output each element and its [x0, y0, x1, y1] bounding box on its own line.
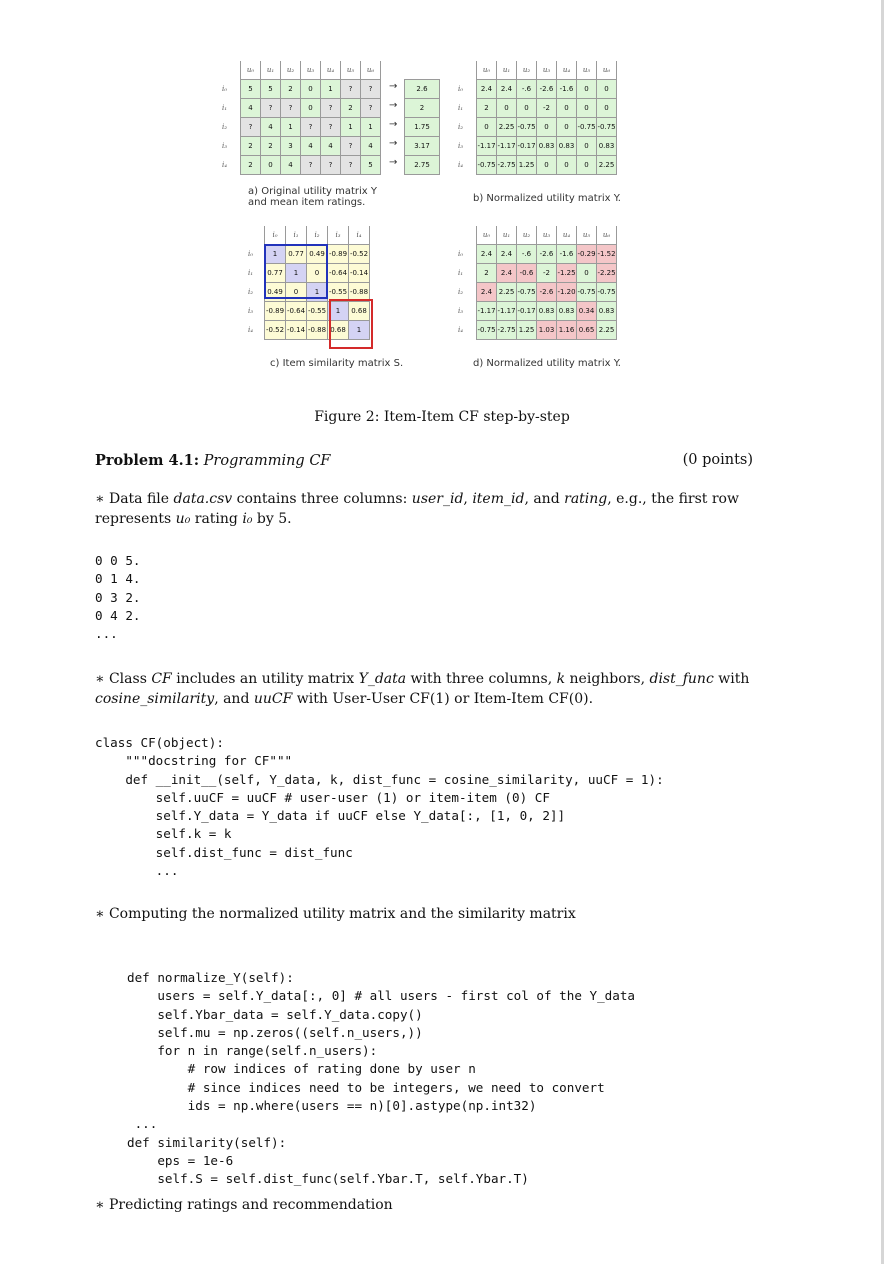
matrix-cell: ?: [341, 80, 361, 99]
column-header: u₅: [577, 61, 597, 80]
text: includes an utility matrix: [171, 671, 359, 687]
math-symbol: u₀: [175, 511, 191, 527]
matrix-row: [220, 80, 381, 99]
matrix-cell: 0.83: [597, 302, 617, 321]
arrow-icon: →: [389, 81, 398, 92]
matrix-row: [456, 321, 617, 340]
matrix-cell: -0.75: [517, 118, 537, 137]
matrix-cell: 2: [241, 156, 261, 175]
matrix-cell: -1.20: [557, 283, 577, 302]
matrix-cell: -2.6: [537, 80, 557, 99]
column-header: u₀: [241, 61, 261, 80]
matrix-cell: -0.17: [517, 137, 537, 156]
matrix-cell: 0: [261, 156, 281, 175]
matrix-cell: -0.55: [307, 302, 328, 321]
matrix-row: [220, 99, 381, 118]
file-name: data.csv: [173, 491, 233, 507]
matrix-cell: -2.6: [537, 283, 557, 302]
row-header: i₃: [458, 142, 464, 150]
matrix-cell: 1: [361, 118, 381, 137]
matrix-cell: -0.14: [349, 264, 370, 283]
matrix-cell: 0.68: [328, 321, 349, 340]
arrow-icon: →: [389, 157, 398, 168]
matrix-cell: 2: [341, 99, 361, 118]
matrix-cell: -0.52: [349, 245, 370, 264]
variable-name: dist_func: [649, 671, 714, 687]
mean-rating: 2.6: [405, 80, 440, 99]
matrix-cell: 1: [341, 118, 361, 137]
predict-section-heading: ∗ Predicting ratings and recommendation: [95, 1197, 393, 1213]
text: contains three columns:: [232, 491, 412, 507]
matrix-cell: -0.75: [477, 156, 497, 175]
matrix-cell: 0: [597, 80, 617, 99]
similarity-red-block: [329, 299, 373, 349]
matrix-d-caption: d) Normalized utility matrix Y.: [473, 358, 621, 369]
matrix-cell: ?: [321, 156, 341, 175]
matrix-cell: 0: [497, 99, 517, 118]
matrix-cell: ?: [321, 118, 341, 137]
matrix-cell: 1: [349, 321, 370, 340]
matrix-cell: 4: [321, 137, 341, 156]
text: , and: [214, 691, 254, 707]
bullet-star: ∗: [95, 491, 105, 507]
matrix-cell: ?: [241, 118, 261, 137]
matrix-cell: 0.34: [577, 302, 597, 321]
matrix-cell: 0: [286, 283, 307, 302]
matrix-cell: -0.64: [286, 302, 307, 321]
matrix-cell: -0.52: [265, 321, 286, 340]
matrix-cell: 2: [241, 137, 261, 156]
matrix-cell: 2.25: [497, 118, 517, 137]
column-header: u₁: [497, 226, 517, 245]
matrix-cell: -1.17: [477, 137, 497, 156]
matrix-b-normalized-utility: [456, 61, 617, 175]
matrix-cell: 0.83: [597, 137, 617, 156]
matrix-cell: ?: [321, 99, 341, 118]
matrix-cell: -1.6: [557, 80, 577, 99]
matrix-cell: -0.14: [286, 321, 307, 340]
matrix-cell: -0.75: [577, 118, 597, 137]
problem-number: Problem 4.1:: [95, 452, 200, 469]
variable-name: uuCF: [253, 691, 293, 707]
matrix-cell: 0: [301, 99, 321, 118]
matrix-cell: -2.25: [597, 264, 617, 283]
row-header: i₃: [248, 307, 254, 315]
matrix-cell: 5: [261, 80, 281, 99]
matrix-corner: [220, 61, 241, 80]
matrix-cell: -0.64: [328, 264, 349, 283]
column-name: rating: [564, 491, 608, 507]
matrix-cell: ?: [301, 118, 321, 137]
column-header: u₆: [597, 61, 617, 80]
mean-rating: 1.75: [405, 118, 440, 137]
matrix-cell: 1: [321, 80, 341, 99]
matrix-cell: 0: [477, 118, 497, 137]
bullet-star: ∗: [95, 671, 105, 687]
matrix-row: [456, 245, 617, 264]
matrix-row: [456, 80, 617, 99]
matrix-cell: 2: [281, 80, 301, 99]
matrix-cell: 1: [328, 302, 349, 321]
column-header: u₃: [537, 61, 557, 80]
matrix-cell: 0: [307, 264, 328, 283]
matrix-cell: -2.6: [537, 245, 557, 264]
matrix-row: [456, 283, 617, 302]
problem-title: Programming CF: [203, 453, 331, 469]
matrix-cell: -0.88: [307, 321, 328, 340]
row-header: i₀: [222, 85, 228, 93]
matrix-cell: 0: [557, 99, 577, 118]
text: Class: [108, 671, 152, 687]
mean-row: [405, 99, 440, 118]
matrix-cell: 2.4: [497, 80, 517, 99]
column-header: i₃: [328, 226, 349, 245]
matrix-cell: -0.6: [517, 264, 537, 283]
matrix-cell: 0: [577, 80, 597, 99]
arrow-icon: →: [389, 119, 398, 130]
matrix-cell: 0: [577, 137, 597, 156]
row-header: i₃: [222, 142, 228, 150]
column-header: u₀: [477, 226, 497, 245]
text: with three columns,: [406, 671, 557, 687]
column-header: u₁: [261, 61, 281, 80]
text: , e.g., the first row represents: [95, 491, 739, 527]
column-header: i₄: [349, 226, 370, 245]
matrix-cell: 0.83: [537, 302, 557, 321]
row-header: i₂: [458, 123, 464, 131]
matrix-cell: -.6: [517, 245, 537, 264]
mean-row: [405, 156, 440, 175]
matrix-cell: 0.65: [577, 321, 597, 340]
column-header: i₂: [307, 226, 328, 245]
column-header: u₆: [361, 61, 381, 80]
matrix-b-caption: b) Normalized utility matrix Y.: [473, 193, 621, 204]
matrix-cell: 0: [577, 99, 597, 118]
matrix-a-original-utility: [220, 61, 381, 175]
class-cf-description: [95, 669, 755, 709]
matrix-cell: -0.89: [328, 245, 349, 264]
column-header: u₃: [537, 226, 557, 245]
problem-points: (0 points): [682, 452, 753, 468]
matrix-cell: ?: [361, 80, 381, 99]
matrix-cell: 4: [261, 118, 281, 137]
matrix-cell: -1.52: [597, 245, 617, 264]
matrix-cell: 1: [281, 118, 301, 137]
matrix-cell: -0.75: [597, 283, 617, 302]
matrix-cell: 0: [517, 99, 537, 118]
row-header: i₄: [248, 326, 254, 334]
matrix-cell: 0: [301, 80, 321, 99]
column-header: u₅: [577, 226, 597, 245]
matrix-cell: 4: [281, 156, 301, 175]
matrix-cell: ?: [301, 156, 321, 175]
row-header: i₂: [222, 123, 228, 131]
row-header: i₁: [222, 104, 228, 112]
matrix-cell: -1.25: [557, 264, 577, 283]
matrix-cell: 2.4: [497, 245, 517, 264]
matrix-cell: 2.25: [597, 156, 617, 175]
matrix-cell: -0.55: [328, 283, 349, 302]
row-header: i₂: [458, 288, 464, 296]
row-header: i₄: [222, 161, 228, 169]
matrix-cell: 0: [597, 99, 617, 118]
data-file-description: [95, 489, 755, 529]
matrix-cell: 1: [286, 264, 307, 283]
mean-row: [405, 118, 440, 137]
text: , and: [524, 491, 565, 507]
matrix-cell: -1.17: [477, 302, 497, 321]
matrix-cell: 0: [557, 118, 577, 137]
matrix-cell: -0.17: [517, 302, 537, 321]
matrix-c-caption: c) Item similarity matrix S.: [270, 358, 404, 369]
normalize-similarity-code: def normalize_Y(self): users = self.Y_data[:, 0] # all users - first col of the Y_data self.Ybar_data = self.Y_data.copy() self.mu = np.zeros((self.n_users,)) for n in range(self.n_users): # row indices of rating done by user n # since indices need to be integers, we need to convert ids = np.where(users == n)[0].astype(np.int32) ... def similarity(self): eps = 1e-6 self.S = self.dist_func(self.Ybar.T, self.Ybar.T): [127, 970, 635, 1187]
matrix-cell: 1.03: [537, 321, 557, 340]
matrix-cell: 0.83: [537, 137, 557, 156]
matrix-corner: [456, 61, 477, 80]
column-header: u₂: [281, 61, 301, 80]
mean-rating: 2.75: [405, 156, 440, 175]
matrix-cell: -2.75: [497, 321, 517, 340]
row-header: i₃: [458, 307, 464, 315]
matrix-cell: 2.4: [477, 80, 497, 99]
matrix-cell: 2: [261, 137, 281, 156]
matrix-cell: -.6: [517, 80, 537, 99]
matrix-row: [220, 118, 381, 137]
figure-caption: Figure 2: Item-Item CF step-by-step: [314, 409, 570, 425]
mean-row: [405, 80, 440, 99]
arrow-icon: →: [389, 100, 398, 111]
matrix-cell: 0: [577, 156, 597, 175]
row-header: i₁: [458, 269, 464, 277]
matrix-row: [456, 118, 617, 137]
matrix-row: [456, 264, 617, 283]
math-symbol: i₀: [242, 511, 253, 527]
matrix-cell: -0.88: [349, 283, 370, 302]
matrix-cell: -1.6: [557, 245, 577, 264]
mean-rating: 3.17: [405, 137, 440, 156]
row-header: i₁: [248, 269, 254, 277]
matrix-cell: ?: [341, 156, 361, 175]
matrix-cell: 2: [477, 264, 497, 283]
arrow-icon: →: [389, 138, 398, 149]
matrix-cell: 2.4: [477, 245, 497, 264]
mean-rating: 2: [405, 99, 440, 118]
text: by 5.: [252, 511, 292, 527]
row-header: i₂: [248, 288, 254, 296]
matrix-cell: 2.4: [497, 264, 517, 283]
matrix-corner: [456, 226, 477, 245]
text: ,: [463, 491, 473, 507]
matrix-cell: 2.25: [497, 283, 517, 302]
matrix-row: [456, 156, 617, 175]
text: with: [713, 671, 750, 687]
row-header: i₄: [458, 161, 464, 169]
matrix-cell: 2: [477, 99, 497, 118]
variable-name: Y_data: [358, 671, 407, 687]
matrix-cell: -0.75: [517, 283, 537, 302]
matrix-cell: 4: [361, 137, 381, 156]
matrix-cell: 0: [577, 264, 597, 283]
matrix-cell: -0.75: [577, 283, 597, 302]
matrix-cell: 0: [537, 118, 557, 137]
column-header: u₄: [557, 61, 577, 80]
column-header: u₂: [517, 226, 537, 245]
matrix-cell: 0.77: [286, 245, 307, 264]
matrix-cell: ?: [341, 137, 361, 156]
text: with User-User CF(1) or Item-Item CF(0).: [292, 691, 594, 707]
text: neighbors,: [565, 671, 650, 687]
data-sample-code: 0 0 5. 0 1 4. 0 3 2. 0 4 2. ...: [95, 553, 141, 642]
matrix-cell: 1: [307, 283, 328, 302]
matrix-a-caption: [248, 186, 377, 208]
matrix-cell: 0.49: [307, 245, 328, 264]
column-name: item_id: [472, 491, 525, 507]
matrix-row: [456, 99, 617, 118]
class-cf-code: class CF(object): """docstring for CF""" def __init__(self, Y_data, k, dist_func = cosine_similarity, uuCF = 1): self.uuCF = uuCF # user-user (1) or item-item (0) CF self.Y_data = Y_data if uuCF else Y_data[:, [1, 0, 2]] self.k = k self.dist_func = dist_func ...: [95, 735, 664, 879]
column-header: u₅: [341, 61, 361, 80]
matrix-cell: -0.75: [477, 321, 497, 340]
matrix-cell: -2: [537, 99, 557, 118]
matrix-d-normalized-utility-filled: [456, 226, 617, 340]
normalize-section-heading: ∗ Computing the normalized utility matrix and the similarity matrix: [95, 906, 576, 922]
column-header: u₂: [517, 61, 537, 80]
matrix-cell: -1.17: [497, 137, 517, 156]
matrix-row: [456, 137, 617, 156]
matrix-cell: 0.68: [349, 302, 370, 321]
matrix-a-mean-ratings: [404, 79, 440, 175]
matrix-row: [220, 137, 381, 156]
matrix-cell: -0.89: [265, 302, 286, 321]
matrix-cell: 5: [241, 80, 261, 99]
matrix-row: [456, 302, 617, 321]
matrix-a-caption-line2: and mean item ratings.: [248, 197, 366, 208]
matrix-cell: 3: [281, 137, 301, 156]
matrix-cell: 1.25: [517, 321, 537, 340]
matrix-cell: ?: [281, 99, 301, 118]
row-header: i₁: [458, 104, 464, 112]
text: Data file: [108, 491, 174, 507]
variable-name: k: [556, 671, 566, 687]
column-header: u₁: [497, 61, 517, 80]
matrix-cell: 1.16: [557, 321, 577, 340]
column-header: u₀: [477, 61, 497, 80]
matrix-cell: ?: [261, 99, 281, 118]
matrix-cell: -2: [537, 264, 557, 283]
mean-row: [405, 137, 440, 156]
matrix-cell: 1: [265, 245, 286, 264]
matrix-cell: 1.25: [517, 156, 537, 175]
matrix-cell: 0.49: [265, 283, 286, 302]
column-header: i₀: [265, 226, 286, 245]
row-header: i₀: [248, 250, 254, 258]
matrix-cell: -0.29: [577, 245, 597, 264]
matrix-cell: 0: [537, 156, 557, 175]
matrix-cell: ?: [361, 99, 381, 118]
row-header: i₀: [458, 250, 464, 258]
matrix-corner: [246, 226, 265, 245]
column-header: u₄: [321, 61, 341, 80]
matrix-cell: 4: [301, 137, 321, 156]
class-name: CF: [151, 671, 172, 687]
column-header: u₄: [557, 226, 577, 245]
row-header: i₄: [458, 326, 464, 334]
text: rating: [190, 511, 243, 527]
matrix-row: [220, 156, 381, 175]
matrix-cell: -2.75: [497, 156, 517, 175]
problem-heading: [95, 452, 330, 469]
matrix-cell: 0: [557, 156, 577, 175]
matrix-cell: 0.83: [557, 302, 577, 321]
column-header: u₃: [301, 61, 321, 80]
matrix-cell: 5: [361, 156, 381, 175]
row-header: i₀: [458, 85, 464, 93]
matrix-cell: 4: [241, 99, 261, 118]
column-name: user_id: [411, 491, 464, 507]
matrix-cell: 0.83: [557, 137, 577, 156]
function-name: cosine_similarity: [95, 691, 215, 707]
similarity-blue-block: [264, 244, 328, 299]
matrix-cell: 2.25: [597, 321, 617, 340]
matrix-a-caption-line1: a) Original utility matrix Y: [248, 186, 378, 197]
matrix-cell: 2.4: [477, 283, 497, 302]
column-header: u₆: [597, 226, 617, 245]
matrix-cell: -0.75: [597, 118, 617, 137]
matrix-cell: 0.77: [265, 264, 286, 283]
matrix-cell: -1.17: [497, 302, 517, 321]
column-header: i₁: [286, 226, 307, 245]
